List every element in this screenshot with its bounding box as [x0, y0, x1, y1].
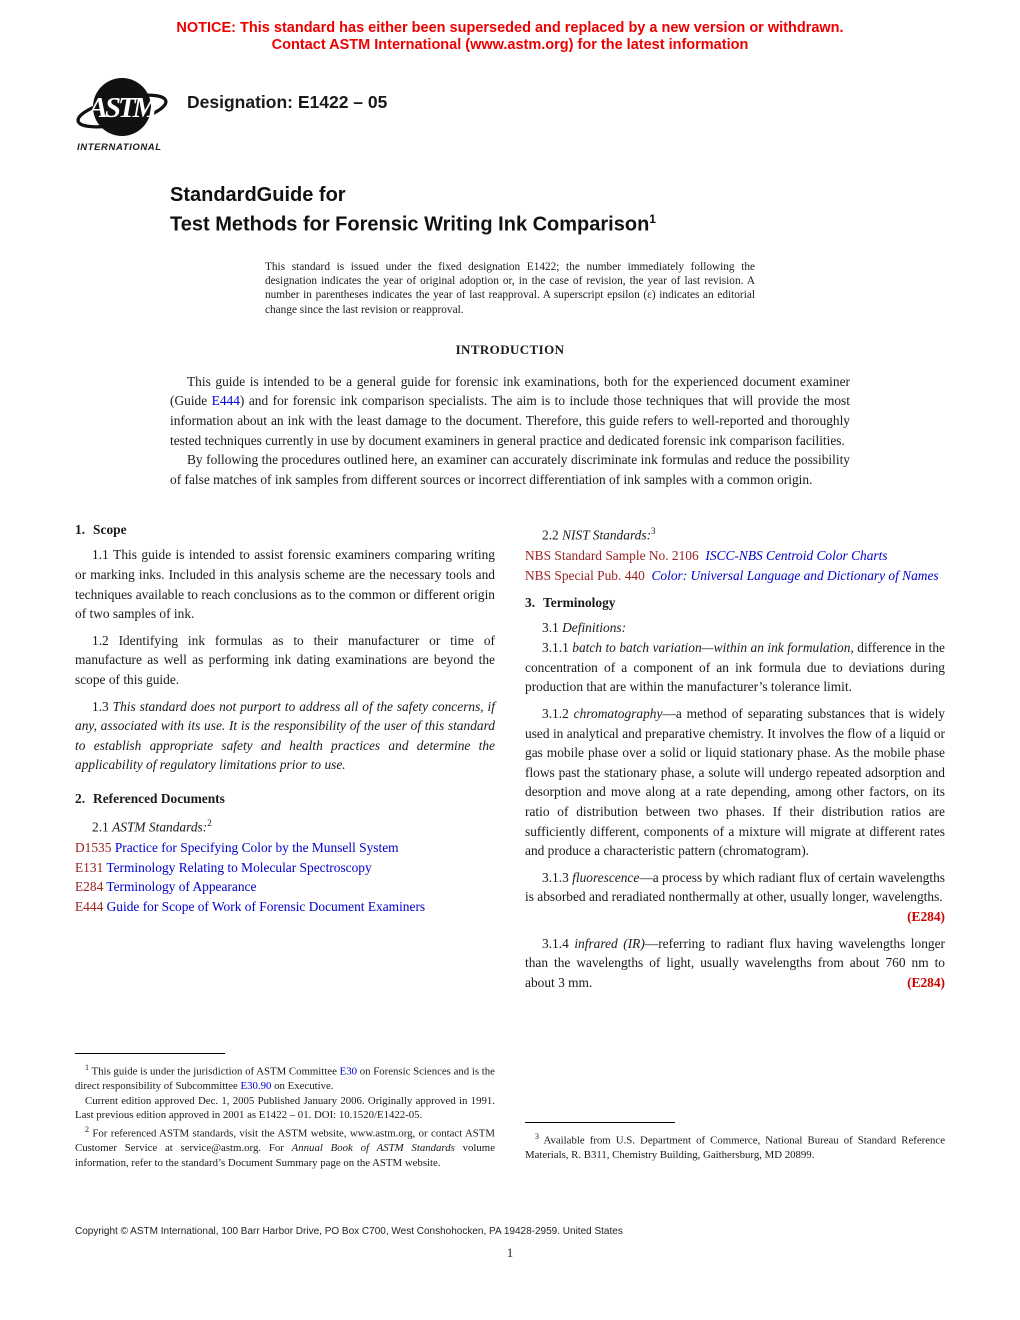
- title-footnote-marker: 1: [649, 212, 656, 226]
- footnote-marker-3: 3: [651, 526, 656, 537]
- page-footer: [75, 1226, 945, 1261]
- right-column: [525, 522, 945, 1170]
- standard-reference-e284: (E284): [907, 908, 945, 924]
- footnote-1: $^1$ This guide is under the jurisdiction of ASTM Committee E30 on Forensic Sciences and is the direct responsibility of Subcommittee E30.90 on Executive.: [75, 1063, 495, 1093]
- nist-standards-list: [525, 546, 945, 585]
- list-item: D1535 Practice for Specifying Color by the Munsell System: [75, 840, 399, 855]
- para-3-1-4: 3.1.4 infrared (IR)—referring to radiant flux having wavelengths longer than the wavelengths of light, usually wavelengths from about 760 nm to about 3 mm. (E284): [525, 934, 945, 993]
- right-footnotes: [525, 1122, 945, 1171]
- list-item: E284 Terminology of Appearance: [75, 879, 257, 895]
- para-1-1: 1.1 This guide is intended to assist forensic examiners comparing writing or marking inks. Included in this analysis scheme are the necessary tools and techniques available to reach conclusions as to the common or different origin of two samples of ink.: [75, 547, 495, 622]
- link-nbs-2106[interactable]: NBS Standard Sample No. 2106: [525, 548, 699, 564]
- footnote-1-edition: Current edition approved Dec. 1, 2005 Published January 2006. Originally approved in 1991. Last previous edition approved in 2001 as E1422 – 01. DOI: 10.1520/E1422-05.: [75, 1094, 495, 1122]
- link-e30-90[interactable]: E30.90: [240, 1080, 272, 1093]
- footnote-2: $^2$ For referenced ASTM standards, visit the ASTM website, www.astm.org, or contact ASTM Customer Service at service@astm.org. For Annual Book of ASTM Standards volume information, refer to the standard’s Document Summary page on the ASTM website.: [75, 1125, 495, 1169]
- astm-logo-subtitle: INTERNATIONAL: [77, 142, 162, 153]
- introduction-paragraph-2: By following the procedures outlined here, an examiner can accurately discriminate ink formulas and reduce the possibility of false matches of ink samples from different sources or incorrect differentiation of ink samples with a common origin.: [170, 452, 850, 487]
- title-block: [170, 183, 850, 317]
- para-3-1-3: 3.1.3 fluorescence—a process by which radiant flux of certain wavelengths is absorbed and reradiated nonthermally at other, usually longer, wavelengths. (E284): [525, 868, 945, 927]
- section-heading-referenced-documents: 2. Referenced Documents: [75, 790, 225, 806]
- page-number: 1: [506, 1246, 514, 1261]
- left-footnotes: [75, 1053, 495, 1170]
- link-e30[interactable]: E30: [339, 1065, 357, 1078]
- two-column-body: [75, 522, 945, 1170]
- notice-line-1: NOTICE: This standard has either been superseded and replaced by a new version or withdrawn.: [176, 20, 844, 36]
- list-item: NBS Standard Sample No. 2106 ISCC-NBS Centroid Color Charts: [525, 548, 888, 564]
- definitions-label: 3.1 Definitions:: [542, 619, 627, 635]
- title-line-1: StandardGuide for: [170, 184, 346, 206]
- withdrawal-notice: [75, 20, 945, 54]
- svg-text:ASTM: ASTM: [88, 92, 156, 124]
- list-item: NBS Special Pub. 440 Color: Universal Language and Dictionary of Names: [525, 568, 939, 584]
- standard-reference-e284: (E284): [907, 974, 945, 990]
- title-line-2: Test Methods for Forensic Writing Ink Comparison$^1$: [170, 212, 656, 236]
- document-title: [170, 183, 850, 237]
- link-d1535[interactable]: D1535: [75, 840, 112, 855]
- notice-line-2: Contact ASTM International (www.astm.org) for the latest information: [271, 37, 749, 53]
- designation: Designation: E1422 – 05: [187, 92, 388, 112]
- introduction-heading: INTRODUCTION: [455, 341, 565, 357]
- list-item: E131 Terminology Relating to Molecular Spectroscopy: [75, 859, 372, 875]
- left-column: [75, 522, 495, 1170]
- para-1-3: 1.3 This standard does not purport to address all of the safety concerns, if any, associated with its use. It is the responsibility of the user of this standard to establish appropriate safety and health practices and determine the applicability of regulatory limitations prior to use.: [75, 698, 495, 773]
- link-e131[interactable]: E131: [75, 859, 104, 875]
- footnote-3: $^3$ Available from U.S. Department of Commerce, National Bureau of Standard Reference Materials, R. B311, Chemistry Building, Gaithersburg, MD 20899.: [525, 1131, 946, 1161]
- link-e444[interactable]: E444: [75, 898, 104, 914]
- astm-globe-icon: [75, 74, 175, 140]
- astm-standards-label: 2.1 ASTM Standards:$^2$: [92, 817, 212, 835]
- document-header: [75, 74, 945, 156]
- astm-standards-list: [75, 838, 495, 916]
- section-heading-scope: 1. Scope: [75, 522, 127, 538]
- issuance-statement: This standard is issued under the fixed designation E1422; the number immediately following the designation indicates the year of original adoption or, in the case of revision, the year of last revision. A number in parentheses indicates the year of last reapproval. A superscript epsilon (ε) indicates an editorial change since the last revision or reapproval.: [265, 260, 755, 316]
- section-heading-terminology: 3. Terminology: [525, 594, 616, 610]
- link-e284[interactable]: E284: [75, 879, 104, 895]
- astm-logo: [75, 74, 175, 153]
- link-e444-intro[interactable]: E444: [211, 393, 240, 409]
- introduction-paragraph-1: This guide is intended to be a general guide for forensic ink examinations, both for the experienced document examiner (Guide E444) and for forensic ink comparison specialists. The aim is to include those techniques that will provide the most information about an ink with the least damage to the document. Therefore, this guide refers to well-reported and thoroughly tested techniques currently in use by document examiners in general practice and dedicated forensic ink comparison facilities.: [170, 373, 850, 448]
- copyright-line: Copyright © ASTM International, 100 Barr Harbor Drive, PO Box C700, West Conshohocken, PA 19428-2959. United States: [75, 1226, 623, 1238]
- footnote-divider: [525, 1122, 675, 1123]
- para-3-1-2: 3.1.2 chromatography—a method of separating substances that is widely used in analytical and preparative chemistry. It involves the flow of a liquid or gas mobile phase over a solid or liquid stationary phase. As the mobile phase flows past the stationary phase, a solute will undergo repeated adsorption and desorption and move along at a rate depending, among other factors, on its ratio of distribution between two phases. If their distribution ratios are sufficiently different, components of a mixture will migrate at different rates and produce a characteristic pattern (chromatogram).: [525, 706, 945, 859]
- list-item: E444 Guide for Scope of Work of Forensic Document Examiners: [75, 898, 426, 914]
- para-3-1-1: 3.1.1 batch to batch variation—within an ink formulation, difference in the concentration of a component of an ink formula due to deviations during production that are within the manufacturer’s tolerance limit.: [525, 640, 945, 695]
- footnote-marker-2: 2: [207, 817, 212, 828]
- link-nbs-440[interactable]: NBS Special Pub. 440: [525, 568, 645, 584]
- nist-standards-label: 2.2 NIST Standards:$^3$: [542, 526, 656, 543]
- para-1-2: 1.2 Identifying ink formulas as to their manufacturer or time of manufacture as well as performing ink dating examinations are beyond the scope of this guide.: [75, 632, 495, 687]
- footnote-divider: [75, 1053, 225, 1054]
